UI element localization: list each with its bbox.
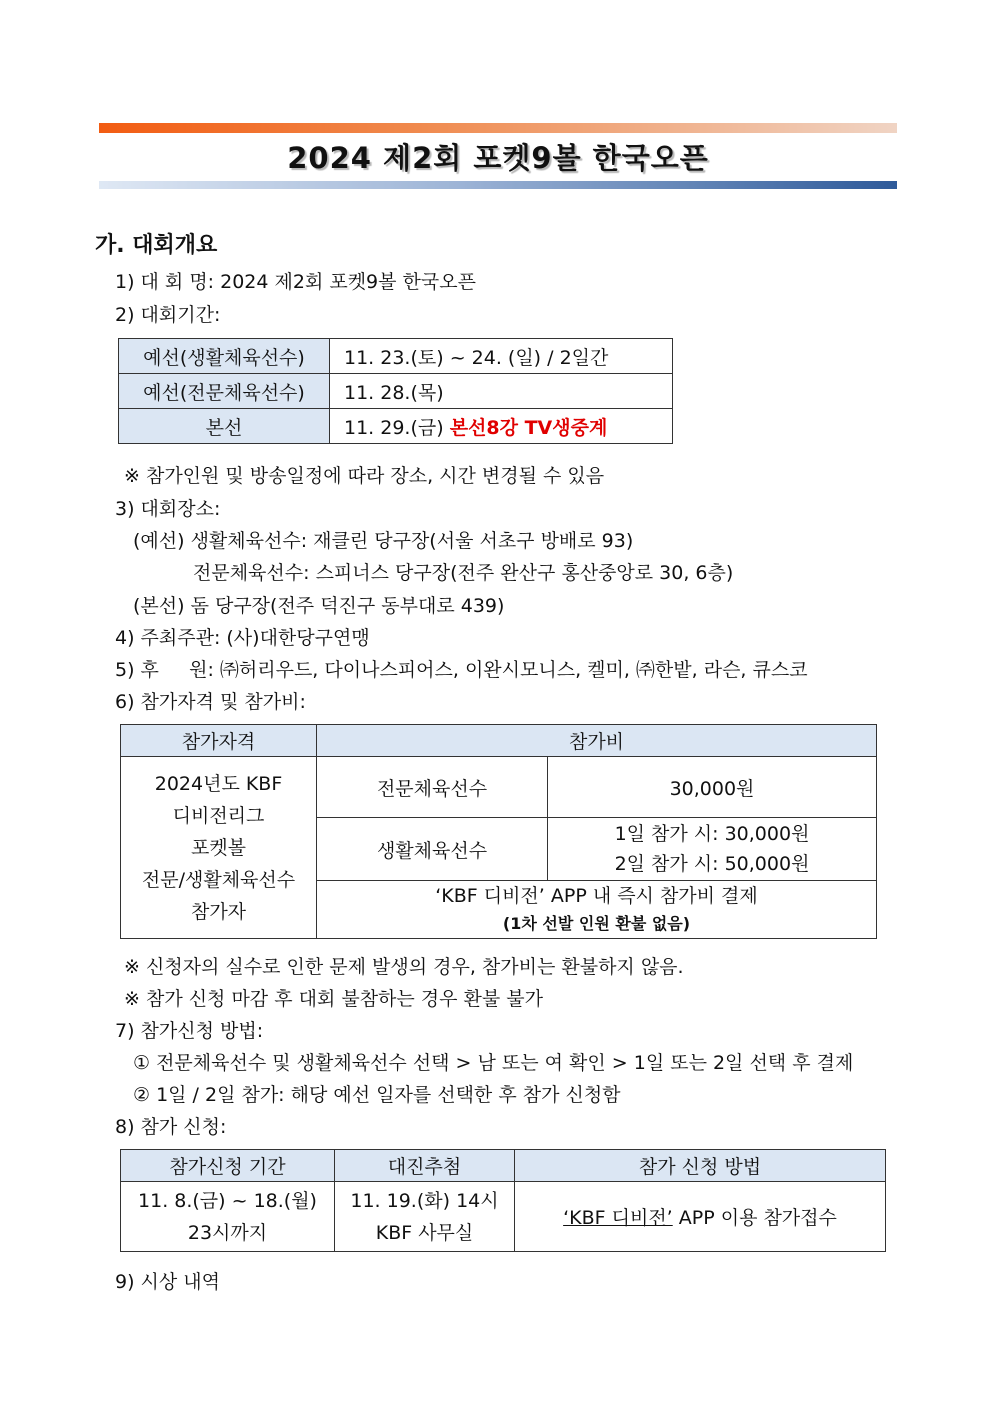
note-change: ※ 참가인원 및 방송일정에 따라 장소, 시간 변경될 수 있음 — [124, 465, 605, 487]
venue-amateur: (예선) 생활체육선수: 재클린 당구장(서울 서초구 방배로 93) — [133, 530, 634, 552]
qualification-line: 디비전리그 — [172, 804, 265, 827]
tv-broadcast-highlight: 본선8강 TV생중계 — [449, 416, 608, 439]
schedule-value: 11. 23.(토) ~ 24. (일) / 2일간 — [330, 339, 673, 374]
qualification-cell — [121, 757, 317, 939]
period-cell — [121, 1182, 335, 1252]
schedule-label: 본선 — [119, 409, 330, 444]
title-bar-orange — [99, 123, 897, 133]
item-event-name: 1) 대 회 명: 2024 제2회 포켓9볼 한국오픈 — [115, 271, 476, 293]
period-dates: 11. 8.(금) ~ 18.(월) — [138, 1189, 317, 1212]
application-table — [120, 1149, 886, 1252]
pro-fee: 30,000원 — [548, 757, 877, 818]
table-row — [121, 1150, 886, 1182]
table-row — [119, 339, 673, 374]
qualification-line: 전문/생활체육선수 — [141, 868, 296, 891]
document-title: 2024 제2회 포켓9볼 한국오픈 — [287, 141, 709, 175]
table-row — [119, 409, 673, 444]
table-row — [121, 725, 877, 757]
pro-label: 전문체육선수 — [317, 757, 548, 818]
apply-method-step2: ② 1일 / 2일 참가: 해당 예선 일자를 선택한 후 참가 신청함 — [133, 1084, 621, 1106]
venue-pro: 전문체육선수: 스피너스 당구장(전주 완산구 홍산중앙로 30, 6층) — [193, 562, 734, 584]
note-refund-mistake: ※ 신청자의 실수로 인한 문제 발생의 경우, 참가비는 환불하지 않음. — [124, 956, 684, 978]
note-refund-absence: ※ 참가 신청 마감 후 대회 불참하는 경우 환불 불가 — [124, 988, 544, 1010]
venue-main: (본선) 돔 당구장(전주 덕진구 동부대로 439) — [133, 595, 505, 617]
amateur-label: 생활체육선수 — [317, 818, 548, 881]
amateur-fee-one-day: 1일 참가 시: 30,000원 — [614, 823, 810, 845]
payment-cell — [317, 881, 877, 939]
qualification-line: 2024년도 KBF — [154, 772, 283, 795]
apply-method-step1: ① 전문체육선수 및 생활체육선수 선택 > 남 또는 여 확인 > 1일 또는 2일 선택 후 결제 — [133, 1052, 854, 1074]
header-method: 참가 신청 방법 — [515, 1150, 886, 1182]
schedule-value: 11. 28.(목) — [330, 374, 673, 409]
header-draw: 대진추첨 — [335, 1150, 515, 1182]
table-row — [121, 1182, 886, 1252]
item-qualification: 6) 참가자격 및 참가비: — [115, 691, 306, 713]
section-heading: 가. 대회개요 — [95, 233, 218, 258]
item-application: 8) 참가 신청: — [115, 1116, 227, 1138]
schedule-table — [118, 338, 673, 444]
header-period: 참가신청 기간 — [121, 1150, 335, 1182]
schedule-value-cell — [330, 409, 673, 444]
item-sponsors: 5) 후 원: ㈜허리우드, 다이나스피어스, 이완시모니스, 켈미, ㈜한밭, 라슨, 큐스코 — [115, 659, 808, 681]
draw-time: 11. 19.(화) 14시 — [350, 1189, 499, 1212]
table-row — [121, 757, 877, 818]
draw-cell — [335, 1182, 515, 1252]
schedule-value: 11. 29.(금) — [344, 416, 444, 439]
item-awards: 9) 시상 내역 — [115, 1271, 220, 1293]
fee-table — [120, 724, 877, 939]
qualification-line: 포켓볼 — [190, 836, 247, 859]
period-deadline: 23시까지 — [187, 1221, 268, 1244]
method-cell — [515, 1182, 886, 1252]
item-host: 4) 주최주관: (사)대한당구연맹 — [115, 627, 370, 649]
qualification-line: 참가자 — [190, 900, 247, 923]
title-bar-blue — [99, 181, 897, 189]
table-row — [119, 374, 673, 409]
schedule-label: 예선(전문체육선수) — [119, 374, 330, 409]
header-fee: 참가비 — [317, 725, 877, 757]
item-venue: 3) 대회장소: — [115, 498, 221, 520]
schedule-label: 예선(생활체육선수) — [119, 339, 330, 374]
header-qualification: 참가자격 — [121, 725, 317, 757]
item-apply-method: 7) 참가신청 방법: — [115, 1020, 264, 1042]
payment-method: ‘KBF 디비전’ APP 내 즉시 참가비 결제 — [435, 884, 758, 907]
app-name: ‘KBF 디비전’ — [563, 1207, 673, 1229]
method-text: APP 이용 참가접수 — [672, 1207, 837, 1229]
item-event-period: 2) 대회기간: — [115, 304, 221, 326]
payment-note: (1차 선발 인원 환불 없음) — [502, 913, 691, 933]
draw-place: KBF 사무실 — [375, 1221, 474, 1244]
amateur-fee-cell — [548, 818, 877, 881]
amateur-fee-two-day: 2일 참가 시: 50,000원 — [614, 853, 810, 875]
